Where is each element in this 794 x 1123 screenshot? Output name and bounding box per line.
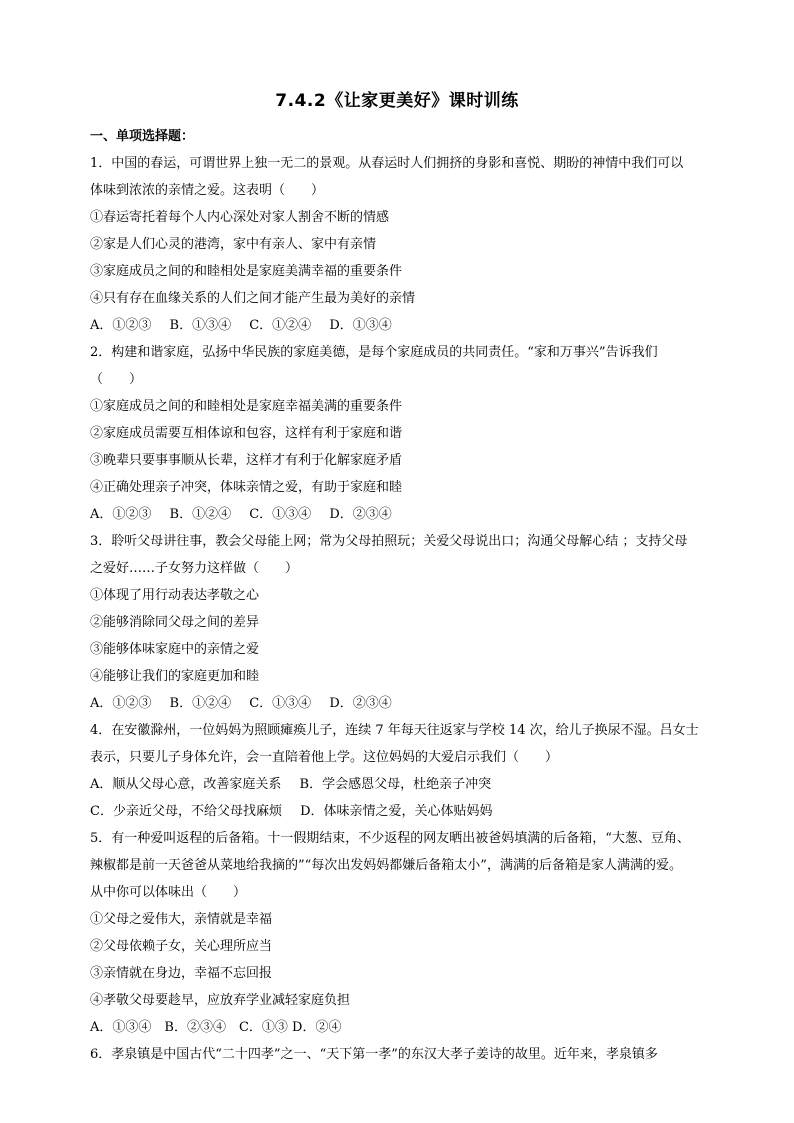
option-d[interactable]: D．体味亲情之爱，关心体贴妈妈 <box>300 804 493 819</box>
option-c[interactable]: C．①③④ <box>249 507 312 522</box>
statement-item: ②家是人们心灵的港湾，家中有亲人、家中有亲情 <box>90 237 377 252</box>
answer-options[interactable]: A．①③④ B．②③④ C．①③ D．②④ <box>90 1020 342 1035</box>
question-4 <box>90 717 740 825</box>
question-1 <box>90 150 740 339</box>
question-stem-line: 之爱好……子女努力这样做（ ） <box>90 561 299 576</box>
option-a[interactable]: A．①②③ <box>90 507 152 522</box>
option-d[interactable]: D．①③④ <box>329 318 392 333</box>
question-stem-line: 5．有一种爱叫返程的后备箱。十一假期结束，不少返程的网友晒出被爸妈填满的后备箱，“大葱、豆角、 <box>90 831 690 846</box>
answer-options-row <box>90 771 740 798</box>
option-b[interactable]: B．学会感恩父母，杜绝亲子冲突 <box>299 777 492 792</box>
question-6 <box>90 1041 740 1068</box>
answer-options-row <box>90 798 740 825</box>
statement-item: ②父母依赖子女，关心理所应当 <box>90 939 273 954</box>
statement-item: ③亲情就在身边，幸福不忘回报 <box>90 966 273 981</box>
question-stem-line: 表示，只要儿子身体允许，会一直陪着他上学。这位妈妈的大爱启示我们（ ） <box>90 750 559 765</box>
statement-item: ④只有存在血缘关系的人们之间才能产生最为美好的亲情 <box>90 291 416 306</box>
question-list <box>90 124 740 1068</box>
statement-item: ②能够消除同父母之间的差异 <box>90 615 260 630</box>
option-b[interactable]: B．①②④ <box>169 696 232 711</box>
option-a[interactable]: A．①②③ <box>90 318 152 333</box>
statement-item: ④能够让我们的家庭更加和睦 <box>90 669 260 684</box>
option-b[interactable]: B．①③④ <box>169 318 232 333</box>
answer-options <box>90 690 740 717</box>
question-3 <box>90 528 740 717</box>
option-a[interactable]: A．顺从父母心意，改善家庭关系 <box>90 777 282 792</box>
section-heading: 一、单项选择题： <box>90 129 195 144</box>
statement-item: ④孝敬父母要趁早，应放弃学业减轻家庭负担 <box>90 993 351 1008</box>
question-stem-line: 辣椒都是前一天爸爸从菜地给我摘的”“每次出发妈妈都嫌后备箱太小”，满满的后备箱是家人满满的爱。 <box>90 858 682 873</box>
option-c[interactable]: C．①③④ <box>249 696 312 711</box>
statement-item: ③家庭成员之间的和睦相处是家庭美满幸福的重要条件 <box>90 264 403 279</box>
question-stem-line: 4．在安徽滁州，一位妈妈为照顾瘫痪儿子，连续 7 年每天往返家与学校 14 次，给儿子换尿不湿。吕女士 <box>90 723 699 738</box>
statement-item: ①春运寄托着每个人内心深处对家人割舍不断的情感 <box>90 210 390 225</box>
answer-options <box>90 501 740 528</box>
statement-item: ③能够体味家庭中的亲情之爱 <box>90 642 260 657</box>
statement-item: ③晚辈只要事事顺从长辈，这样才有利于化解家庭矛盾 <box>90 453 403 468</box>
statement-item: ①体现了用行动表达孝敬之心 <box>90 588 260 603</box>
question-stem-line: 1．中国的春运，可谓世界上独一无二的景观。从春运时人们拥挤的身影和喜悦、期盼的神情中我们可以 <box>90 156 684 171</box>
option-c[interactable]: C．少亲近父母，不给父母找麻烦 <box>90 804 282 819</box>
question-5 <box>90 825 740 1041</box>
answer-options <box>90 312 740 339</box>
question-stem-line: 体味到浓浓的亲情之爱。这表明（ ） <box>90 183 325 198</box>
question-stem-line: （ ） <box>90 372 143 387</box>
option-d[interactable]: D．②③④ <box>329 696 392 711</box>
option-d[interactable]: D．②③④ <box>329 507 392 522</box>
option-c[interactable]: C．①②④ <box>249 318 312 333</box>
option-b[interactable]: B．①②④ <box>169 507 232 522</box>
statement-item: ①家庭成员之间的和睦相处是家庭幸福美满的重要条件 <box>90 399 403 414</box>
question-stem-line: 3．聆听父母讲往事，教会父母能上网；常为父母拍照玩；关爱父母说出口；沟通父母解心结 ；支持父母 <box>90 534 688 549</box>
statement-item: ④正确处理亲子冲突，体味亲情之爱，有助于家庭和睦 <box>90 480 403 495</box>
question-2 <box>90 339 740 528</box>
question-stem-line: 6．孝泉镇是中国古代“二十四孝”之一、“天下第一孝”的东汉大孝子姜诗的故里。近年来，孝泉镇多 <box>90 1047 658 1062</box>
question-stem-line: 2．构建和谐家庭，弘扬中华民族的家庭美德，是每个家庭成员的共同责任。“家和万事兴”告诉我们 <box>90 345 658 360</box>
option-a[interactable]: A．①②③ <box>90 696 152 711</box>
statement-item: ②家庭成员需要互相体谅和包容，这样有利于家庭和谐 <box>90 426 403 441</box>
page-title: 7.4.2《让家更美好》课时训练 <box>275 91 519 111</box>
question-stem-line: 从中你可以体味出（ ） <box>90 885 247 900</box>
statement-item: ①父母之爱伟大，亲情就是幸福 <box>90 912 273 927</box>
